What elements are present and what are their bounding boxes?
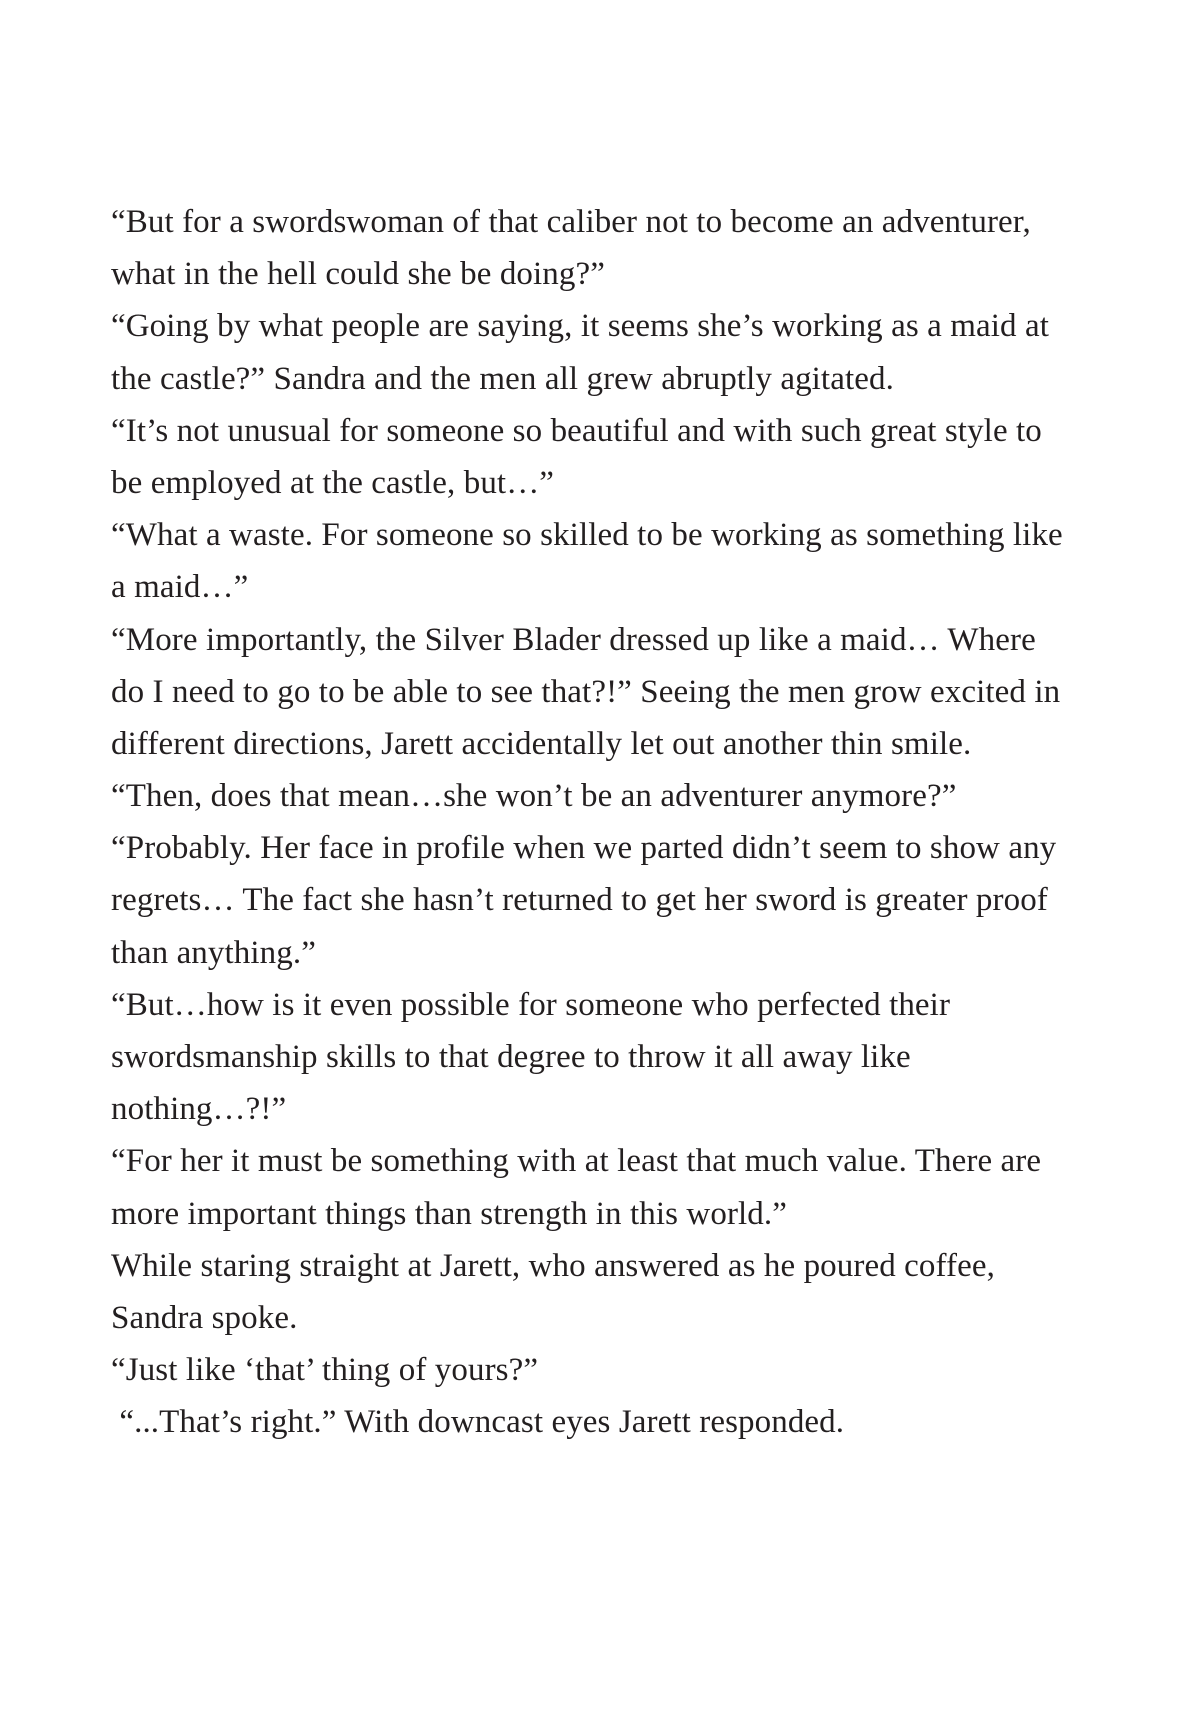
text-line: be employed at the castle, but…” <box>111 464 555 501</box>
text-line: than anything.” <box>111 934 316 971</box>
text-line: “But for a swordswoman of that caliber not to become an adventurer, <box>111 204 1031 240</box>
text-line: do I need to go to be able to see that?!” Seeing the men grow excited in <box>111 673 1061 710</box>
text-line: “More importantly, the Silver Blader dressed up like a maid… Where <box>111 621 1036 658</box>
text-line: regrets… The fact she hasn’t returned to get her sword is greater proof <box>111 882 1048 919</box>
text-line: what in the hell could she be doing?” <box>111 256 605 293</box>
body-text <box>111 196 1111 1449</box>
text-line: “Just like ‘that’ thing of yours?” <box>111 1352 539 1389</box>
text-line: “Going by what people are saying, it seems she’s working as a maid at <box>111 308 1050 345</box>
text-line: swordsmanship skills to that degree to throw it all away like <box>111 1039 911 1075</box>
text-line: a maid…” <box>111 569 249 606</box>
text-line: Sandra spoke. <box>111 1299 298 1336</box>
text-line: While staring straight at Jarett, who answered as he poured coffee, <box>111 1247 995 1284</box>
text-line: “What a waste. For someone so skilled to be working as something like <box>111 517 1063 554</box>
text-line: more important things than strength in this world.” <box>111 1195 788 1232</box>
text-line: “It’s not unusual for someone so beautiful and with such great style to <box>111 412 1042 449</box>
text-line: “But…how is it even possible for someone who perfected their <box>111 986 951 1023</box>
text-line: “...That’s right.” With downcast eyes Jarett responded. <box>111 1404 845 1441</box>
text-line: different directions, Jarett accidentally let out another thin smile. <box>111 725 972 762</box>
text-line: nothing…?!” <box>111 1091 287 1128</box>
text-line: “For her it must be something with at least that much value. There are <box>111 1143 1042 1180</box>
text-line: “Then, does that mean…she won’t be an adventurer anymore?” <box>111 778 957 815</box>
text-line: the castle?” Sandra and the men all grew abruptly agitated. <box>111 360 894 397</box>
text-line: “Probably. Her face in profile when we parted didn’t seem to show any <box>111 830 1057 867</box>
